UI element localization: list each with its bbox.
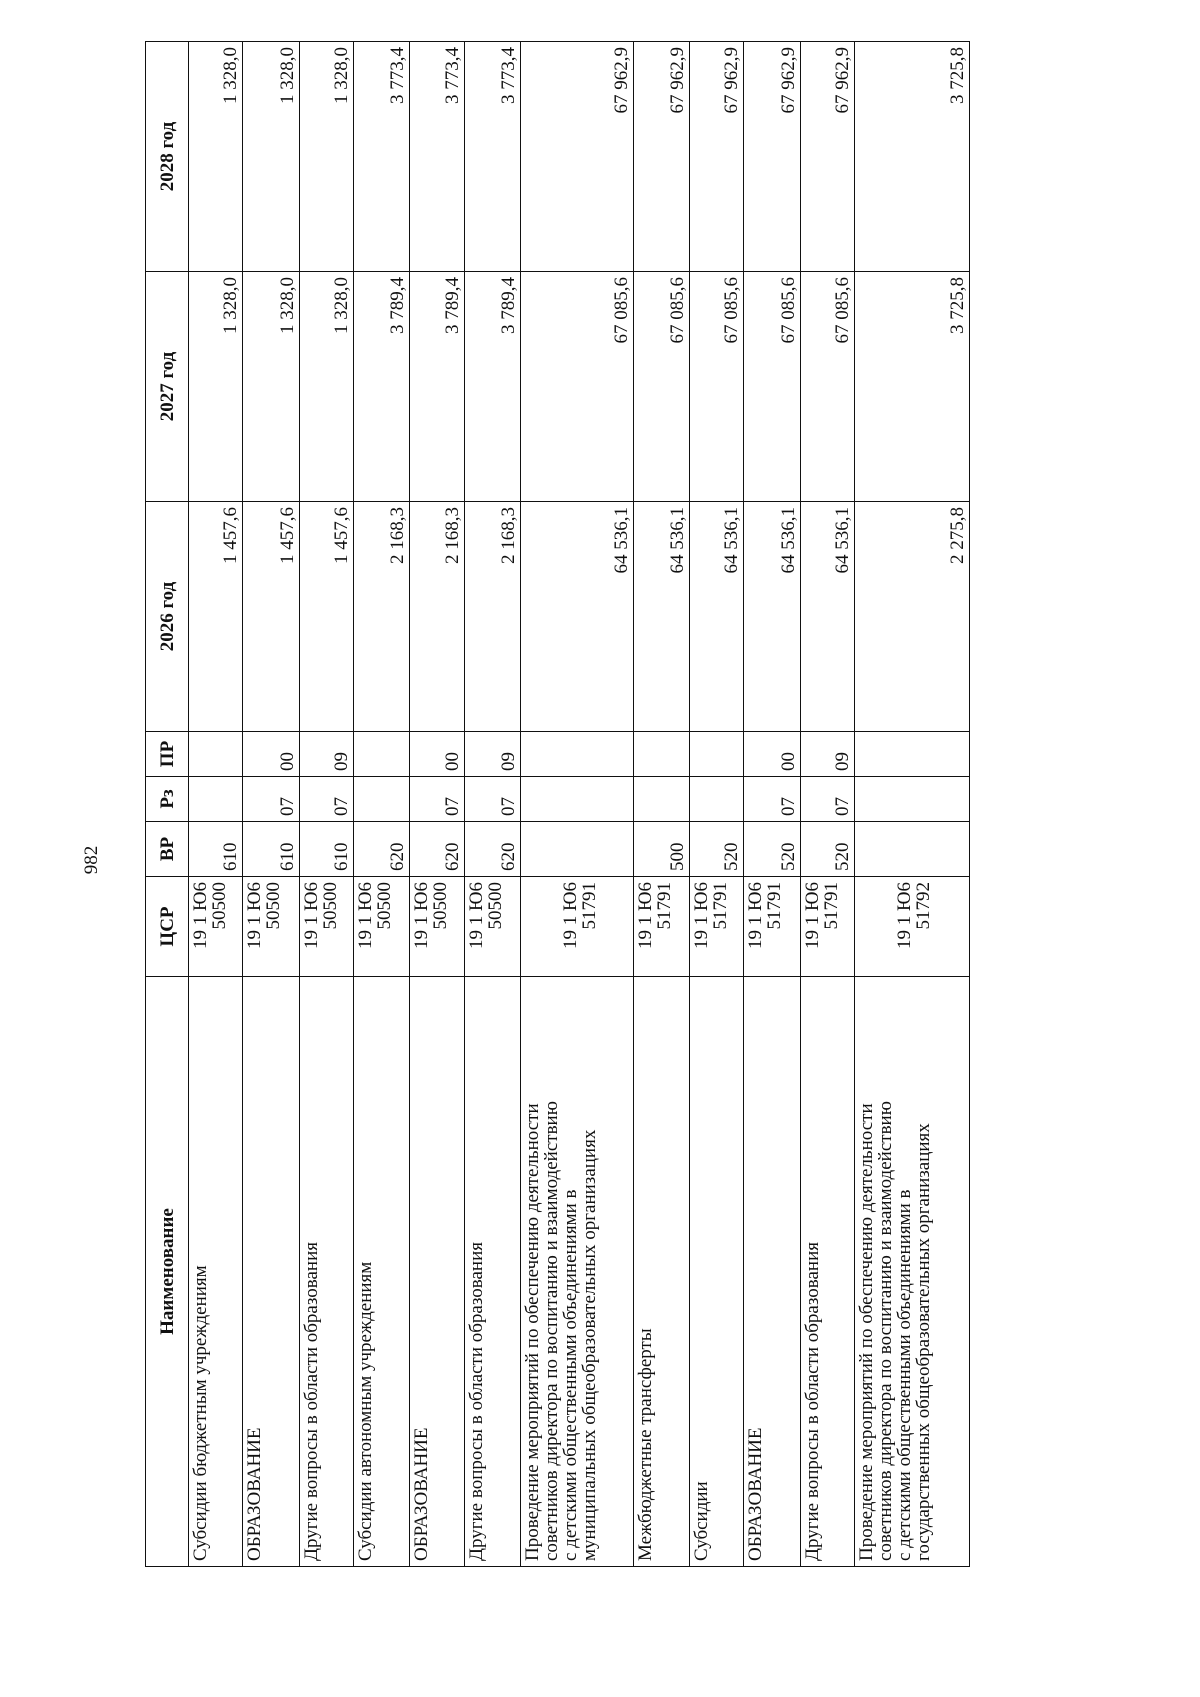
row-csr — [633, 877, 689, 977]
row-csr-line: 19 1 Ю6 — [691, 882, 713, 950]
row-vr: 520 — [800, 822, 854, 877]
row-value-2028: 3 725,8 — [855, 42, 970, 272]
row-name — [410, 977, 464, 1567]
row-value-2028: 3 773,4 — [464, 42, 520, 272]
row-csr — [189, 877, 243, 977]
row-name-line: ОБРАЗОВАНИЕ — [745, 1427, 767, 1561]
row-name-line: Другие вопросы в области образования — [465, 1242, 487, 1561]
rotated-page-content — [145, 42, 970, 1567]
row-pr — [855, 732, 970, 777]
row-rz: 07 — [410, 777, 464, 822]
row-value-2027: 3 789,4 — [353, 272, 409, 502]
row-csr-line: 51791 — [710, 882, 732, 930]
row-name-line: Проведение мероприятий по обеспечению деятельности — [856, 1103, 878, 1561]
row-pr: 00 — [243, 732, 299, 777]
row-name-line: Проведение мероприятий по обеспечению деятельности — [521, 1103, 543, 1561]
row-name-line: советников директора по воспитанию и взаимодействию — [540, 1101, 562, 1561]
row-value-2027: 3 789,4 — [464, 272, 520, 502]
row-value-2028: 67 962,9 — [744, 42, 800, 272]
row-vr: 620 — [353, 822, 409, 877]
row-value-2027: 67 085,6 — [690, 272, 744, 502]
row-rz: 07 — [299, 777, 353, 822]
row-value-2026: 2 168,3 — [353, 502, 409, 732]
row-csr-line: 19 1 Ю6 — [190, 882, 211, 950]
row-value-2026: 1 457,6 — [299, 502, 353, 732]
row-vr — [520, 822, 633, 877]
row-csr-line: 51791 — [764, 882, 786, 930]
row-csr-line: 19 1 Ю6 — [465, 882, 487, 950]
row-value-2027: 67 085,6 — [520, 272, 633, 502]
row-value-2026: 2 168,3 — [410, 502, 464, 732]
row-csr-line: 19 1 Ю6 — [745, 882, 767, 950]
row-csr — [299, 877, 353, 977]
row-value-2027: 1 328,0 — [189, 272, 243, 502]
row-csr — [243, 877, 299, 977]
row-value-2026: 64 536,1 — [800, 502, 854, 732]
table-row — [633, 42, 689, 1567]
row-name — [633, 977, 689, 1567]
row-rz: 07 — [243, 777, 299, 822]
row-value-2028: 1 328,0 — [299, 42, 353, 272]
row-name — [353, 977, 409, 1567]
row-csr — [855, 877, 970, 977]
row-rz — [633, 777, 689, 822]
row-csr — [353, 877, 409, 977]
row-csr-line: 50500 — [373, 882, 395, 930]
row-name — [520, 977, 633, 1567]
row-csr-line: 50500 — [209, 882, 230, 930]
row-csr-line: 51792 — [913, 882, 935, 930]
row-name-line: Другие вопросы в области образования — [300, 1242, 322, 1561]
row-vr: 520 — [744, 822, 800, 877]
row-name-line: с детскими общественными объединениями в — [894, 1189, 916, 1561]
header-2028: 2028 год — [146, 42, 189, 272]
row-csr-line: 19 1 Ю6 — [894, 882, 916, 950]
row-value-2026: 1 457,6 — [189, 502, 243, 732]
row-pr — [690, 732, 744, 777]
row-csr — [744, 877, 800, 977]
table-row — [464, 42, 520, 1567]
row-vr: 610 — [299, 822, 353, 877]
row-csr-line: 19 1 Ю6 — [801, 882, 823, 950]
row-value-2028: 67 962,9 — [690, 42, 744, 272]
table-row — [189, 42, 243, 1567]
row-pr: 09 — [299, 732, 353, 777]
row-csr — [464, 877, 520, 977]
table-row — [353, 42, 409, 1567]
row-pr: 00 — [410, 732, 464, 777]
header-pr: ПР — [146, 732, 189, 777]
row-value-2028: 3 773,4 — [410, 42, 464, 272]
row-name-line: Субсидии бюджетным учреждениям — [190, 1265, 211, 1561]
table-row — [520, 42, 633, 1567]
row-name — [800, 977, 854, 1567]
row-value-2026: 64 536,1 — [690, 502, 744, 732]
row-vr: 500 — [633, 822, 689, 877]
table-row — [855, 42, 970, 1567]
row-rz: 07 — [464, 777, 520, 822]
row-name-line: ОБРАЗОВАНИЕ — [411, 1427, 433, 1561]
row-rz — [690, 777, 744, 822]
row-value-2028: 3 773,4 — [353, 42, 409, 272]
row-vr: 520 — [690, 822, 744, 877]
row-pr: 09 — [464, 732, 520, 777]
row-csr-line: 50500 — [430, 882, 452, 930]
row-pr — [353, 732, 409, 777]
row-csr-line: 50500 — [484, 882, 506, 930]
row-value-2027: 1 328,0 — [243, 272, 299, 502]
row-value-2028: 1 328,0 — [189, 42, 243, 272]
row-vr — [855, 822, 970, 877]
row-rz — [520, 777, 633, 822]
row-rz — [189, 777, 243, 822]
row-csr — [410, 877, 464, 977]
row-pr: 09 — [800, 732, 854, 777]
row-name-line: советников директора по воспитанию и взаимодействию — [875, 1101, 897, 1561]
row-csr — [520, 877, 633, 977]
row-value-2026: 1 457,6 — [243, 502, 299, 732]
row-csr — [800, 877, 854, 977]
table-body — [189, 42, 970, 1567]
row-csr-line: 51791 — [653, 882, 675, 930]
page-number: 982 — [81, 845, 102, 875]
row-csr-line: 19 1 Ю6 — [244, 882, 266, 950]
row-name — [243, 977, 299, 1567]
row-csr-line: 19 1 Ю6 — [354, 882, 376, 950]
row-value-2026: 2 168,3 — [464, 502, 520, 732]
row-value-2028: 67 962,9 — [520, 42, 633, 272]
header-rz: Рз — [146, 777, 189, 822]
row-name-line: государственных общеобразовательных организациях — [913, 1123, 935, 1561]
row-vr: 620 — [410, 822, 464, 877]
row-name-line: ОБРАЗОВАНИЕ — [244, 1427, 266, 1561]
row-value-2028: 67 962,9 — [800, 42, 854, 272]
header-csr: ЦСР — [146, 877, 189, 977]
table-row — [690, 42, 744, 1567]
row-vr: 610 — [243, 822, 299, 877]
row-name — [299, 977, 353, 1567]
row-pr — [189, 732, 243, 777]
row-value-2027: 67 085,6 — [633, 272, 689, 502]
table-header-row — [146, 42, 189, 1567]
row-pr — [520, 732, 633, 777]
row-name — [855, 977, 970, 1567]
row-name — [744, 977, 800, 1567]
header-2027: 2027 год — [146, 272, 189, 502]
row-name-line: Межбюджетные трансферты — [634, 1328, 656, 1561]
row-name — [464, 977, 520, 1567]
table-row — [800, 42, 854, 1567]
row-name-line: Субсидии автономным учреждениям — [354, 1261, 376, 1561]
row-name-line: с детскими общественными объединениями в — [559, 1189, 581, 1561]
table-row — [744, 42, 800, 1567]
row-csr-line: 19 1 Ю6 — [300, 882, 322, 950]
row-rz — [855, 777, 970, 822]
budget-table — [145, 41, 970, 1567]
row-value-2028: 67 962,9 — [633, 42, 689, 272]
row-csr-line: 19 1 Ю6 — [634, 882, 656, 950]
row-csr-line: 50500 — [319, 882, 341, 930]
header-vr: ВР — [146, 822, 189, 877]
row-csr-line: 19 1 Ю6 — [559, 882, 581, 950]
row-name-line: Субсидии — [691, 1481, 713, 1561]
header-name: Наименование — [146, 977, 189, 1567]
row-name — [690, 977, 744, 1567]
row-vr: 620 — [464, 822, 520, 877]
table-row — [410, 42, 464, 1567]
row-csr — [690, 877, 744, 977]
row-rz: 07 — [744, 777, 800, 822]
row-value-2026: 64 536,1 — [744, 502, 800, 732]
row-vr: 610 — [189, 822, 243, 877]
table-row — [243, 42, 299, 1567]
row-name — [189, 977, 243, 1567]
row-rz — [353, 777, 409, 822]
row-pr — [633, 732, 689, 777]
row-value-2027: 67 085,6 — [744, 272, 800, 502]
header-2026: 2026 год — [146, 502, 189, 732]
row-name-line: Другие вопросы в области образования — [801, 1242, 823, 1561]
row-csr-line: 51791 — [578, 882, 600, 930]
row-csr-line: 19 1 Ю6 — [411, 882, 433, 950]
row-csr-line: 50500 — [263, 882, 285, 930]
row-value-2028: 1 328,0 — [243, 42, 299, 272]
row-pr: 00 — [744, 732, 800, 777]
row-csr-line: 51791 — [820, 882, 842, 930]
row-rz: 07 — [800, 777, 854, 822]
row-value-2026: 64 536,1 — [520, 502, 633, 732]
row-value-2027: 3 789,4 — [410, 272, 464, 502]
row-value-2026: 2 275,8 — [855, 502, 970, 732]
table-row — [299, 42, 353, 1567]
row-value-2027: 3 725,8 — [855, 272, 970, 502]
row-name-line: муниципальных общеобразовательных организациях — [578, 1129, 600, 1561]
row-value-2027: 1 328,0 — [299, 272, 353, 502]
row-value-2026: 64 536,1 — [633, 502, 689, 732]
row-value-2027: 67 085,6 — [800, 272, 854, 502]
